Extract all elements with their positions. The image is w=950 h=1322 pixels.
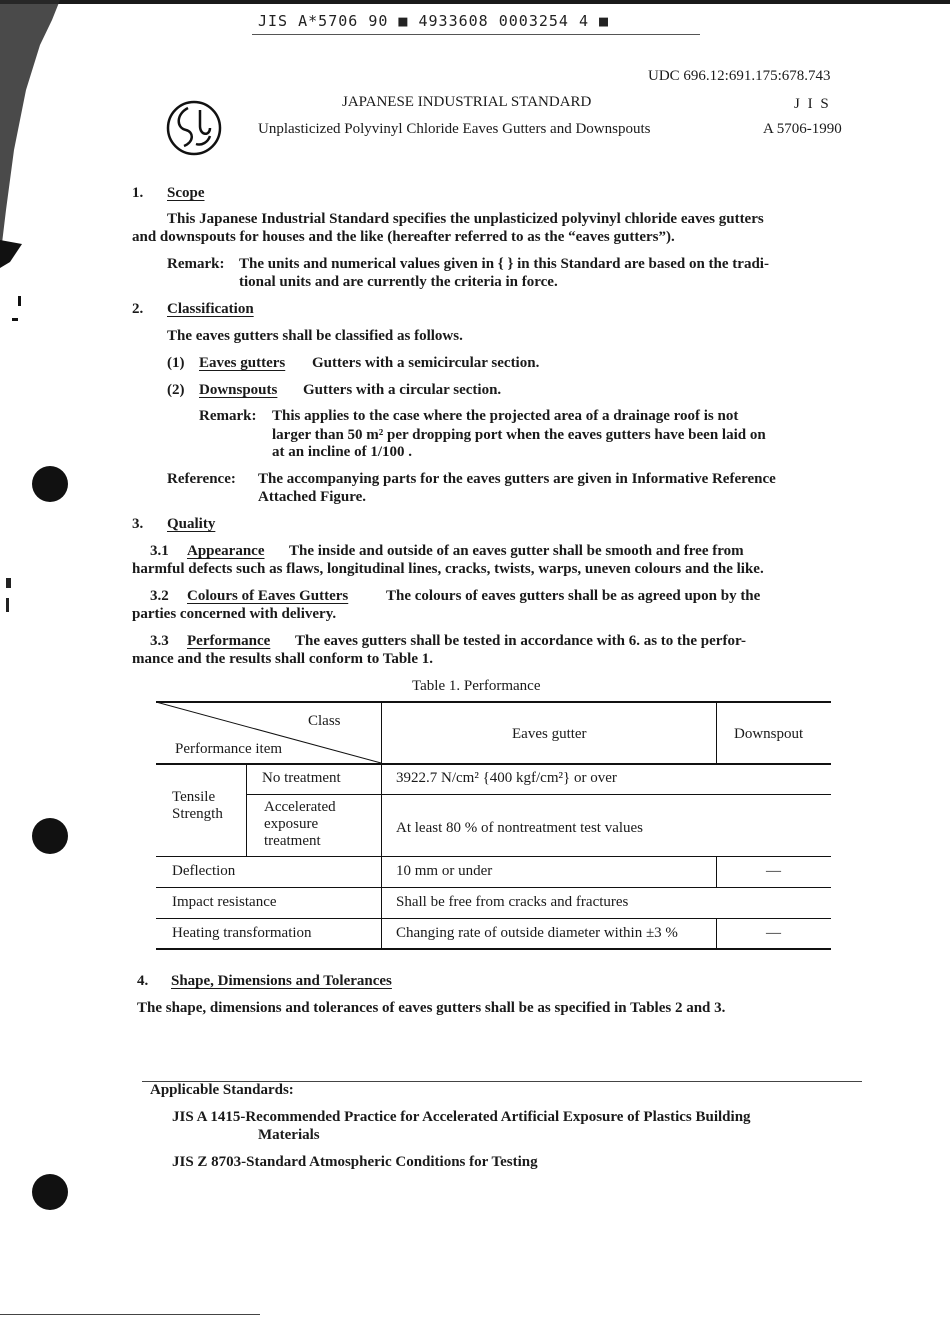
deflection-downspout: — <box>766 863 781 879</box>
section-2-remark-line: larger than 50 m² per dropping port when the eaves gutters have been laid on <box>272 427 766 443</box>
subsection-3-1-term: Appearance <box>187 543 265 559</box>
punch-hole-2 <box>32 818 68 854</box>
scan-mark <box>6 578 11 588</box>
scan-top-rule <box>0 0 950 4</box>
tensile-strength-label: Tensile Strength <box>172 789 223 822</box>
table-rule <box>246 794 831 795</box>
header-class: Class <box>308 713 341 729</box>
item-1-text: Gutters with a semicircular section. <box>312 355 540 371</box>
subsection-3-2-line: parties concerned with delivery. <box>132 606 337 622</box>
subsection-3-1-number: 3.1 <box>150 543 169 559</box>
section-4-text: The shape, dimensions and tolerances of eaves gutters shall be as specified in Tables 2 and 3. <box>137 1000 726 1016</box>
standard-type: JAPANESE INDUSTRIAL STANDARD <box>342 94 592 110</box>
header-downspout: Downspout <box>734 726 804 742</box>
table-rule <box>716 856 717 888</box>
item-2-text: Gutters with a circular section. <box>303 382 502 398</box>
heating-transformation-value: Changing rate of outside diameter within ±3 % <box>396 925 678 941</box>
section-2-intro: The eaves gutters shall be classified as follows. <box>167 328 463 344</box>
header-eaves-gutter: Eaves gutter <box>512 726 587 742</box>
table-rule <box>156 918 831 919</box>
subsection-3-3-line: The eaves gutters shall be tested in accordance with 6. as to the perfor- <box>295 633 747 649</box>
no-treatment-label: No treatment <box>262 770 341 786</box>
accelerated-exposure-value: At least 80 % of nontreatment test values <box>396 820 644 836</box>
table-rule <box>156 856 831 857</box>
applicable-standard-1-cont: Materials <box>258 1127 320 1143</box>
performance-table <box>156 701 831 949</box>
subsection-3-2-line: The colours of eaves gutters shall be as agreed upon by the <box>386 588 761 604</box>
item-2-number: (2) <box>167 382 185 398</box>
subsection-3-2-term: Colours of Eaves Gutters <box>187 588 349 604</box>
jis-label: J I S <box>794 96 831 112</box>
table-rule <box>246 764 247 856</box>
jis-logo-icon <box>166 100 222 156</box>
subsection-3-2-number: 3.2 <box>150 588 169 604</box>
impact-resistance-label: Impact resistance <box>172 894 277 910</box>
heating-transformation-label: Heating transformation <box>172 925 312 941</box>
table-rule <box>156 948 831 950</box>
section-4-number: 4. <box>137 973 149 989</box>
table-rule <box>156 887 831 888</box>
punch-hole-1 <box>32 466 68 502</box>
reference-line: Attached Figure. <box>258 489 367 505</box>
deflection-value: 10 mm or under <box>396 863 493 879</box>
punch-hole-3 <box>32 1174 68 1210</box>
table-rule <box>716 918 717 949</box>
table-1-caption: Table 1. Performance <box>412 678 541 694</box>
accelerated-exposure-label: Accelerated exposure treatment <box>264 799 336 849</box>
item-1-number: (1) <box>167 355 185 371</box>
no-treatment-value: 3922.7 N/cm² {400 kgf/cm²} or over <box>396 770 617 786</box>
section-1-remark-line: tional units and are currently the criteria in force. <box>239 274 558 290</box>
section-1-para-line: This Japanese Industrial Standard specifies the unplasticized polyvinyl chloride eaves gutters <box>167 211 764 227</box>
scan-edge-artifact <box>0 0 70 340</box>
subsection-3-3-term: Performance <box>187 633 271 649</box>
section-3-number: 3. <box>132 516 144 532</box>
section-1-number: 1. <box>132 185 144 201</box>
applicable-standard-2: JIS Z 8703-Standard Atmospheric Conditions for Testing <box>172 1154 538 1170</box>
standard-code: A 5706-1990 <box>763 121 842 137</box>
standard-title: Unplasticized Polyvinyl Chloride Eaves Gutters and Downspouts <box>258 121 651 137</box>
item-1-term: Eaves gutters <box>199 355 286 371</box>
udc-code: UDC 696.12:691.175:678.743 <box>648 68 831 84</box>
heating-transformation-downspout: — <box>766 925 781 941</box>
section-2-title: Classification <box>167 301 254 317</box>
applicable-standards-label: Applicable Standards: <box>150 1082 294 1098</box>
section-1-remark-label: Remark: <box>167 256 225 272</box>
subsection-3-1-line: The inside and outside of an eaves gutter shall be smooth and free from <box>289 543 744 559</box>
reference-label: Reference: <box>167 471 236 487</box>
section-1-remark-line: The units and numerical values given in { } in this Standard are based on the tradi- <box>239 256 769 272</box>
header-performance-item: Performance item <box>175 741 283 757</box>
scan-mark <box>6 598 9 612</box>
applicable-standard-1: JIS A 1415-Recommended Practice for Accelerated Artificial Exposure of Plastics Building <box>172 1109 751 1125</box>
subsection-3-3-number: 3.3 <box>150 633 169 649</box>
fax-header-rule <box>252 34 700 35</box>
reference-line: The accompanying parts for the eaves gutters are given in Informative Reference <box>258 471 776 487</box>
scan-bottom-rule <box>0 1314 260 1315</box>
section-2-remark-line: This applies to the case where the projected area of a drainage roof is not <box>272 408 739 424</box>
subsection-3-3-line: mance and the results shall conform to Table 1. <box>132 651 433 667</box>
section-2-remark-line: at an incline of 1/100 . <box>272 444 413 460</box>
item-2-term: Downspouts <box>199 382 278 398</box>
section-1-para-line: and downspouts for houses and the like (hereafter referred to as the “eaves gutters”). <box>132 229 675 245</box>
section-4-title: Shape, Dimensions and Tolerances <box>171 973 392 989</box>
deflection-label: Deflection <box>172 863 236 879</box>
section-1-title: Scope <box>167 185 205 201</box>
impact-resistance-value: Shall be free from cracks and fractures <box>396 894 629 910</box>
section-2-number: 2. <box>132 301 144 317</box>
fax-header: JIS A*5706 90 ■ 4933608 0003254 4 ■ <box>258 12 610 30</box>
section-3-title: Quality <box>167 516 216 532</box>
section-2-remark-label: Remark: <box>199 408 257 424</box>
subsection-3-1-line: harmful defects such as flaws, longitudinal lines, cracks, twists, warps, uneven colours and the like. <box>132 561 764 577</box>
table-rule <box>716 701 717 764</box>
